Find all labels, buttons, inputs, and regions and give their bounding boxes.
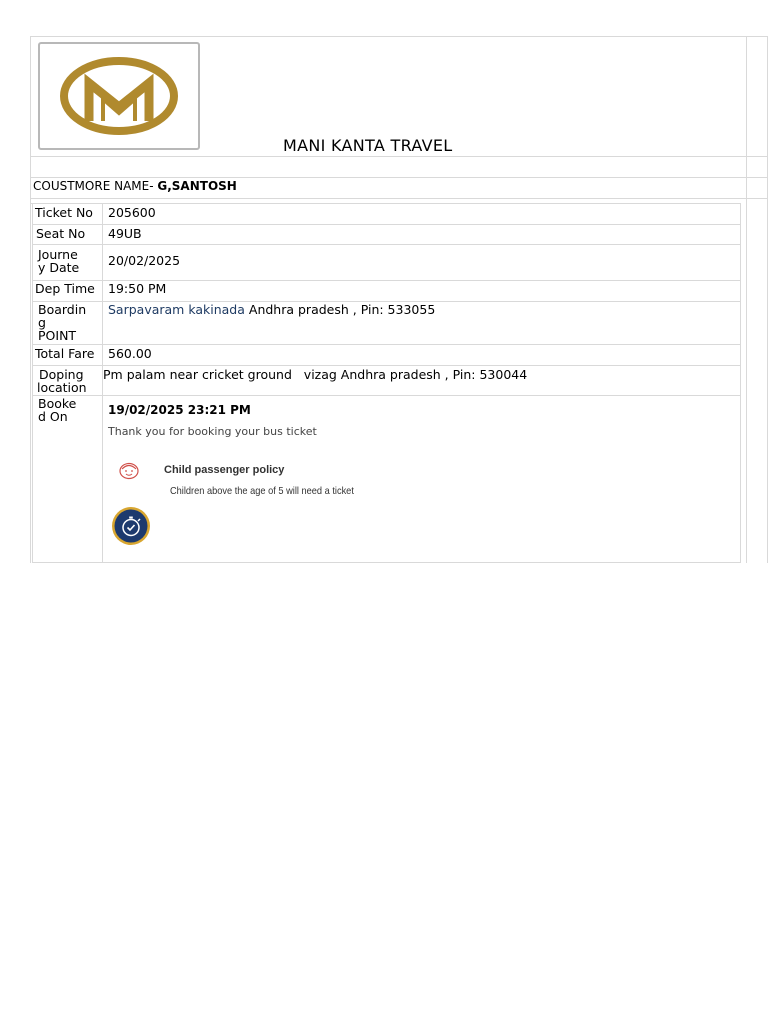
grid-line xyxy=(32,344,741,345)
stopwatch-icon xyxy=(111,506,151,546)
seat-no-label: Seat No xyxy=(36,226,86,241)
customer-name: G,SANTOSH xyxy=(157,179,237,193)
dep-time-label: Dep Time xyxy=(35,281,95,296)
boarding-region: Andhra pradesh , Pin: 533055 xyxy=(248,302,436,317)
booked-on-label xyxy=(38,397,76,423)
seat-no-value: 49UB xyxy=(108,226,142,241)
journey-date-label-line: Journe xyxy=(38,247,78,262)
grid-line xyxy=(30,198,768,199)
grid-line xyxy=(30,203,741,204)
boarding-value xyxy=(108,303,435,316)
doping-label-line: location xyxy=(37,380,87,395)
grid-line xyxy=(32,244,741,245)
booked-on-label-line: d On xyxy=(38,409,68,424)
total-fare-value: 560.00 xyxy=(108,346,152,361)
grid-line xyxy=(32,224,741,225)
grid-line xyxy=(740,203,741,563)
booked-on-label-line: Booke xyxy=(38,396,77,411)
grid-line xyxy=(32,203,33,563)
policy-title: Child passenger policy xyxy=(164,464,285,476)
company-logo xyxy=(38,42,200,150)
total-fare-label: Total Fare xyxy=(35,346,95,361)
thanks-message: Thank you for booking your bus ticket xyxy=(108,425,317,438)
doping-location-value: Pm palam near cricket ground vizag Andhra pradesh , Pin: 530044 xyxy=(103,367,528,382)
grid-line xyxy=(30,36,768,37)
boarding-label-line: POINT xyxy=(38,328,77,343)
boarding-label-line: Boardin xyxy=(38,302,87,317)
doping-label xyxy=(37,368,87,394)
customer-label: COUSTMORE NAME- xyxy=(33,179,154,193)
customer-line xyxy=(33,179,237,193)
grid-line xyxy=(746,36,747,563)
grid-line xyxy=(30,36,31,563)
grid-line xyxy=(30,177,768,178)
boarding-place: Sarpavaram kakinada xyxy=(108,302,245,317)
doping-label-line: Doping xyxy=(39,367,84,382)
dep-time-value: 19:50 PM xyxy=(108,281,167,296)
mk-monogram-logo xyxy=(59,55,179,137)
boarding-label xyxy=(38,303,86,342)
journey-date-label xyxy=(38,248,79,274)
grid-line xyxy=(32,395,741,396)
ticket-sheet xyxy=(30,36,768,563)
booked-on-value: 19/02/2025 23:21 PM xyxy=(108,403,251,417)
grid-line xyxy=(102,203,103,563)
grid-line xyxy=(32,365,741,366)
journey-date-value: 20/02/2025 xyxy=(108,253,181,268)
journey-date-label-line: y Date xyxy=(38,260,80,275)
boarding-label-line: g xyxy=(38,315,46,330)
grid-line xyxy=(30,156,768,157)
policy-text: Children above the age of 5 will need a ticket xyxy=(170,485,354,497)
child-face-icon xyxy=(118,461,140,481)
grid-line xyxy=(32,562,741,563)
ticket-no-label: Ticket No xyxy=(35,205,93,220)
ticket-no-value: 205600 xyxy=(108,205,156,220)
agency-name: MANI KANTA TRAVEL xyxy=(283,136,453,155)
